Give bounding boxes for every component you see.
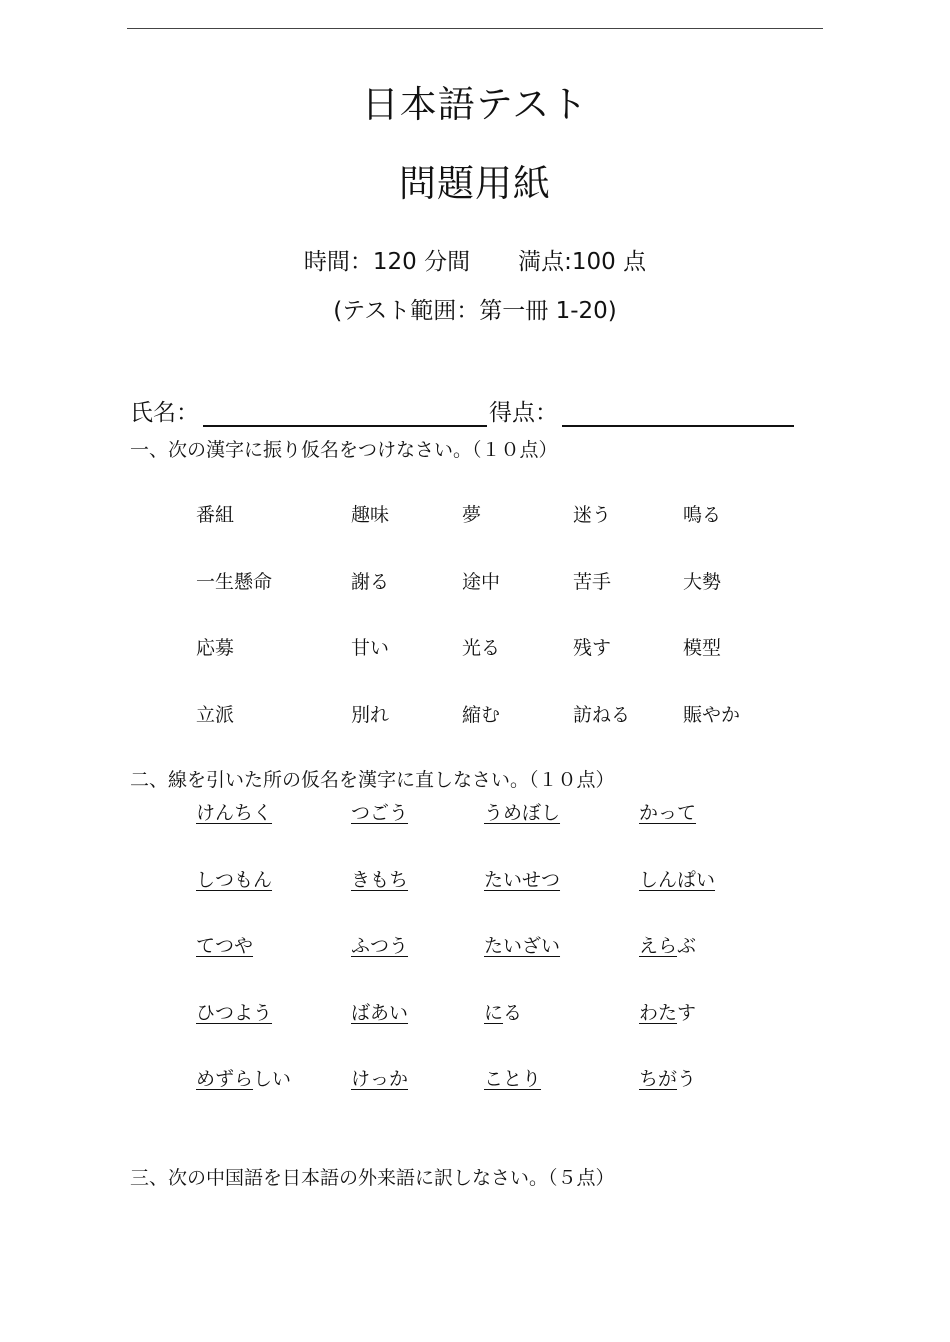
kanji-word: 応募 xyxy=(196,637,235,659)
kanji-word: 残す xyxy=(573,637,612,659)
kanji-word: 縮む xyxy=(462,703,501,726)
kana-word xyxy=(196,931,253,958)
underlined-kana: つごう xyxy=(351,802,409,824)
underlined-kana: しんぱい xyxy=(639,868,716,891)
kanji-word: 途中 xyxy=(462,570,501,593)
score-label: 得点： xyxy=(489,400,558,426)
exam-range: (テスト範囲：第一冊 1-20) xyxy=(333,298,617,324)
okurigana: ぶ xyxy=(677,935,697,957)
kana-word xyxy=(484,798,560,825)
kana-word xyxy=(196,998,272,1025)
kana-word xyxy=(639,998,696,1025)
underlined-kana: きもち xyxy=(351,868,409,891)
underlined-kana: に xyxy=(484,1001,504,1024)
underlined-kana: ちが xyxy=(639,1068,678,1090)
underlined-kana: けっか xyxy=(351,1068,409,1090)
okurigana: す xyxy=(677,1001,697,1024)
name-blank[interactable] xyxy=(203,397,487,427)
kanji-word: 大勢 xyxy=(683,570,722,593)
kana-word xyxy=(484,865,560,892)
kanji-word: 苦手 xyxy=(573,570,612,593)
section3-heading: 三、次の中国語を日本語の外来語に訳しなさい。（５点） xyxy=(130,1167,615,1189)
kana-word xyxy=(196,798,272,825)
okurigana: しい xyxy=(253,1068,292,1090)
kanji-word: 模型 xyxy=(683,637,722,659)
kana-word xyxy=(639,798,696,825)
top-rule xyxy=(127,28,823,29)
kanji-word: 迷う xyxy=(573,504,612,526)
underlined-kana: めずら xyxy=(196,1068,254,1090)
underlined-kana: かって xyxy=(639,802,697,824)
kanji-word: 立派 xyxy=(196,703,235,726)
underlined-kana: ことり xyxy=(484,1068,542,1090)
kanji-word: 夢 xyxy=(462,504,482,526)
kanji-word: 鳴る xyxy=(683,504,722,526)
underlined-kana: うめぼし xyxy=(484,802,561,824)
kanji-word: 別れ xyxy=(351,703,390,726)
page-title: 日本語テスト xyxy=(361,83,589,126)
kana-word xyxy=(351,798,408,825)
underlined-kana: てつや xyxy=(196,935,254,957)
page-subtitle: 問題用紙 xyxy=(399,162,551,205)
underlined-kana: わた xyxy=(639,1001,678,1024)
underlined-kana: えら xyxy=(639,935,678,957)
kana-word xyxy=(639,1064,696,1091)
score-blank[interactable] xyxy=(562,397,794,427)
underlined-kana: たいざい xyxy=(484,935,561,957)
kana-word xyxy=(351,865,408,892)
exam-time: 時間：120 分間 xyxy=(303,249,471,275)
kana-word xyxy=(484,998,522,1025)
kana-word xyxy=(639,865,715,892)
kanji-word: 甘い xyxy=(351,637,390,659)
underlined-kana: けんちく xyxy=(196,802,273,824)
kana-word xyxy=(351,1064,408,1091)
kana-word xyxy=(351,931,408,958)
kanji-word: 賑やか xyxy=(683,703,741,726)
kanji-word: 光る xyxy=(462,637,501,659)
exam-meta xyxy=(0,243,950,276)
okurigana: う xyxy=(677,1068,697,1090)
underlined-kana: しつもん xyxy=(196,868,273,891)
kanji-word: 番組 xyxy=(196,504,235,526)
student-info-row xyxy=(130,394,794,427)
kana-word xyxy=(196,865,272,892)
kanji-word: 一生懸命 xyxy=(196,570,273,593)
kanji-word: 訪ねる xyxy=(573,703,631,726)
kana-word xyxy=(639,931,696,958)
exam-full-score: 満点:100 点 xyxy=(518,249,647,275)
kanji-word: 謝る xyxy=(351,570,390,593)
underlined-kana: たいせつ xyxy=(484,868,561,891)
underlined-kana: ふつう xyxy=(351,935,409,957)
kana-word xyxy=(351,998,408,1025)
name-label: 氏名： xyxy=(130,400,199,426)
kanji-word: 趣味 xyxy=(351,504,390,526)
section1-heading: 一、次の漢字に振り仮名をつけなさい。（１０点） xyxy=(130,439,558,461)
kana-word xyxy=(484,931,560,958)
kana-word xyxy=(484,1064,541,1091)
kana-word xyxy=(196,1064,291,1091)
okurigana: る xyxy=(503,1001,523,1024)
underlined-kana: ばあい xyxy=(351,1001,409,1024)
underlined-kana: ひつよう xyxy=(196,1001,273,1024)
section2-heading: 二、線を引いた所の仮名を漢字に直しなさい。（１０点） xyxy=(130,769,615,791)
